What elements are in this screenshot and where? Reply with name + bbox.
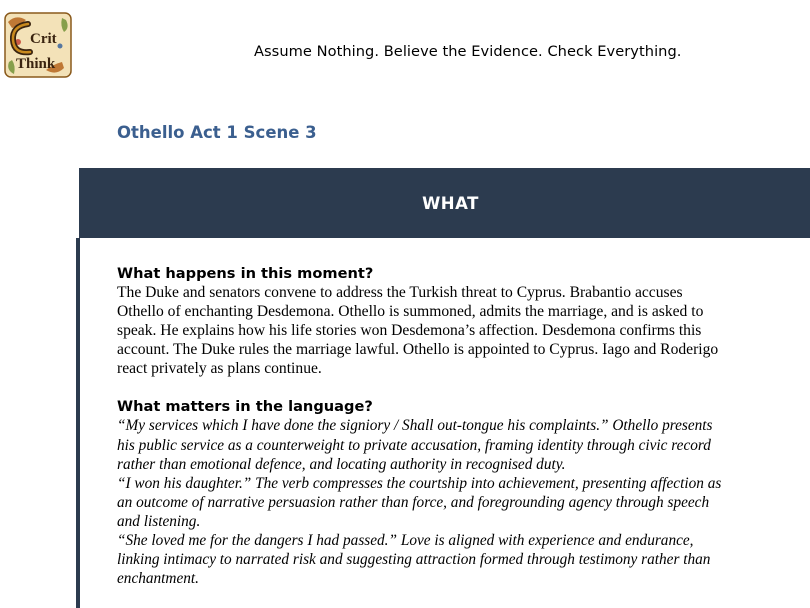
question-heading-happens: What happens in this moment?: [117, 265, 374, 282]
quote-analysis-line: linking intimacy to narrated risk and suggesting attraction formed through testimony rather than: [117, 551, 711, 569]
quote-analysis-line: and listening.: [117, 512, 201, 530]
text-line: speak. He explains how his life stories won Desdemona’s affection. Desdemona confirms this: [117, 322, 702, 340]
section-content: [117, 264, 797, 588]
header-tagline: Assume Nothing. Believe the Evidence. Check Everything.: [254, 43, 682, 60]
text-line: Othello of enchanting Desdemona. Othello is summoned, admits the marriage, and is asked to: [117, 303, 704, 321]
page-title: Othello Act 1 Scene 3: [117, 123, 317, 142]
logo-word-crit: Crit: [30, 31, 57, 47]
question-heading-language: What matters in the language?: [117, 398, 373, 416]
text-line: account. The Duke rules the marriage lawful. Othello is appointed to Cyprus. Iago and Roderigo: [117, 341, 719, 359]
section-banner: [79, 168, 810, 238]
section-left-rule: [76, 238, 80, 608]
quote-analysis-line: rather than emotional defence, and locating authority in recognised duty.: [117, 455, 566, 473]
answer-language: [117, 416, 797, 588]
answer-happens: [117, 283, 797, 378]
quote-analysis-line: enchantment.: [117, 570, 199, 588]
quote-analysis-line: “She loved me for the dangers I had passed.” Love is aligned with experience and endurance,: [117, 532, 694, 550]
quote-analysis-line: “My services which I have done the signiory / Shall out-tongue his complaints.” Othello presents: [117, 417, 713, 435]
quote-analysis-line: his public service as a counterweight to private accusation, framing identity through civic record: [117, 436, 711, 454]
quote-analysis-line: an outcome of narrative persuasion rather than force, and foregrounding agency through speech: [117, 493, 710, 511]
quote-analysis-line: “I won his daughter.” The verb compresses the courtship into achievement, presenting affection as: [117, 474, 722, 492]
text-line: The Duke and senators convene to address the Turkish threat to Cyprus. Brabantio accuses: [117, 284, 683, 301]
crit-think-logo: [4, 12, 72, 78]
text-line: react privately as plans continue.: [117, 360, 322, 378]
paragraph-gap: [117, 378, 797, 397]
logo-word-think: Think: [16, 56, 56, 72]
section-label: WHAT: [422, 193, 479, 213]
